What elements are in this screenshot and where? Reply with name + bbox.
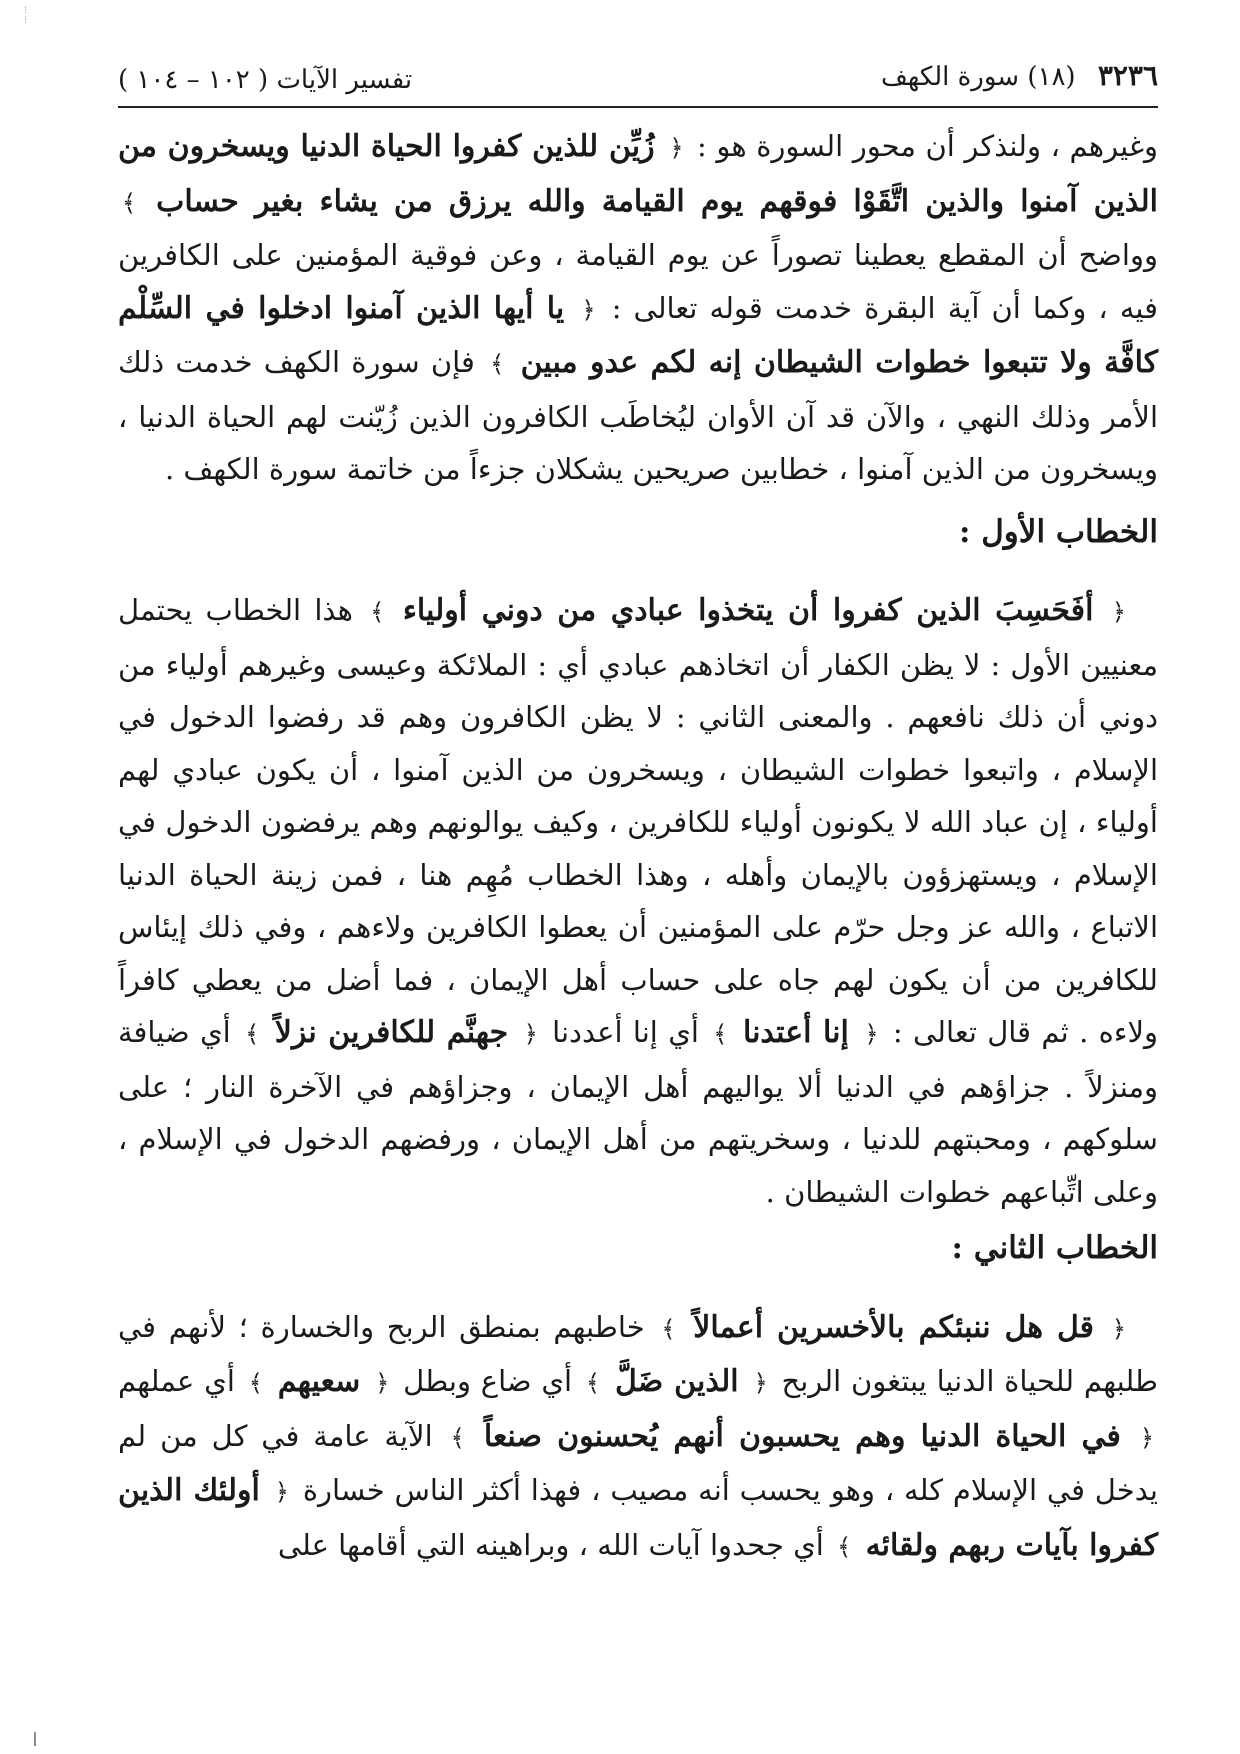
quran-text: أفَحَسِبَ الذين كفروا أن يتخذوا عبادي من دوني أولياء bbox=[402, 593, 1094, 628]
quote-close-ornament: ﴾ bbox=[245, 1020, 260, 1048]
page-body bbox=[118, 120, 1158, 1573]
text-run: أي ضاع وبطل bbox=[393, 1364, 582, 1398]
text-run: أي إنا أعددنا bbox=[541, 1015, 710, 1049]
quote-open-ornament: ﴿ bbox=[274, 1478, 289, 1506]
paragraph-second-address bbox=[118, 1301, 1158, 1574]
text-run: أي ضيافة ومنزلاً . جزاؤهم في الدنيا ألا يواليهم أهل الإيمان ، وجزاؤهم في الآخرة النار ؛ على سلوكهم ، ومحبتهم للدنيا ، وسخريتهم من أهل الإيمان ، ورفضهم الدخول في الإسلام ، وعلى اتِّباعهم خطوات الشيطان . bbox=[118, 1015, 1158, 1209]
quran-quote bbox=[657, 1310, 1130, 1345]
quran-quote bbox=[447, 1419, 1158, 1454]
quran-quote bbox=[245, 1364, 394, 1399]
text-run: فإن سورة الكهف خدمت ذلك الأمر وذلك النهي ، والآن قد آن الأوان ليُخاطَب الكافرون الذين زُيّنت لهم الحياة الدنيا ، ويسخرون من الذين آمنوا ، خطابين صريحين يشكلان جزءاً من خاتمة سورة الكهف . bbox=[118, 345, 1158, 486]
text-run: هذا الخطاب يحتمل معنيين الأول : لا يظن الكفار أن اتخاذهم عبادي أي : الملائكة وعيسى وغيرهم أولياء من دوني أن ذلك نافعهم . والمعنى الثاني : لا يظن الكافرون وهم قد رفضوا الدخول في الإسلام ، واتبعوا خطوات الشيطان ، ويسخرون من الذين آمنوا ، أن يكون عبادي لهم أولياء ، إن عباد الله لا يكونون أولياء للكافرين ، وكيف يوالونهم وهم يرفضون الدخول في الإسلام ، ويستهزؤون بالإيمان وأهله ، وهذا الخطاب مُهِم هنا ، فمن زينة الحياة الدنيا الاتباع ، والله عز وجل حرّم على المؤمنين أن يعطوا الكافرين ولاءهم ، وفي ذلك إيئاس للكافرين من أن يكون لهم جاه على حساب أهل الإيمان ، فما أضل من يعطي كافراً ولاءه . ثم قال تعالى : bbox=[118, 593, 1159, 1049]
quran-quote bbox=[366, 593, 1130, 628]
header-rule bbox=[118, 106, 1158, 108]
quote-open-ornament: ﴿ bbox=[864, 1020, 879, 1048]
quran-quote bbox=[582, 1364, 772, 1399]
quote-open-ornament: ﴿ bbox=[1111, 1314, 1126, 1343]
quote-open-ornament: ﴿ bbox=[753, 1369, 768, 1397]
book-page bbox=[118, 52, 1159, 1563]
section-heading-second-address: الخطاب الثاني : bbox=[951, 1230, 1158, 1266]
quran-text: أولئك الذين كفروا بآيات ربهم ولقائه bbox=[118, 1473, 1158, 1563]
text-run: وغيرهم ، ولنذكر أن محور السورة هو : bbox=[687, 129, 1158, 163]
quran-text: إنا أعتدنا bbox=[742, 1015, 849, 1050]
header-right bbox=[881, 56, 1158, 97]
quran-text: سعيهم bbox=[277, 1364, 361, 1399]
text-run: أي جحدوا آيات الله ، وبراهينه التي أقامها على bbox=[277, 1527, 834, 1562]
quote-open-ornament: ﴿ bbox=[375, 1369, 390, 1397]
text-run: أي عملهم bbox=[118, 1364, 245, 1398]
margin-scan-mark bbox=[34, 1732, 36, 1746]
quote-close-ornament: ﴾ bbox=[490, 350, 505, 378]
quran-text: جهنَّم للكافرين نزلاً bbox=[274, 1015, 509, 1050]
quran-text: قل هل ننبئكم بالأخسرين أعمالاً bbox=[693, 1309, 1095, 1345]
quote-close-ornament: ﴾ bbox=[370, 598, 385, 626]
corner-scan-mark: ⁝ ⁝ bbox=[24, 5, 28, 26]
page-number: ٣٢٣٦ bbox=[1097, 59, 1158, 92]
quran-text: الذين ضَلَّ bbox=[614, 1364, 739, 1399]
quote-close-ornament: ﴾ bbox=[661, 1314, 676, 1343]
quote-close-ornament: ﴾ bbox=[450, 1423, 465, 1452]
paragraph-intro bbox=[118, 120, 1158, 496]
quote-close-ornament: ﴾ bbox=[837, 1532, 852, 1561]
quote-close-ornament: ﴾ bbox=[248, 1369, 263, 1397]
running-header bbox=[118, 52, 1158, 98]
quote-open-ornament: ﴿ bbox=[1111, 598, 1126, 626]
quran-text: زُيِّن للذين كفروا الحياة الدنيا ويسخرون من الذين آمنوا والذين اتَّقَوْا فوقهم يوم القيامة والله يرزق من يشاء بغير حساب bbox=[118, 129, 1158, 219]
quote-open-ornament: ﴿ bbox=[669, 134, 684, 162]
text-run: خاطبهم بمنطق الربح والخسارة ؛ لأنهم في طلبهم للحياة الدنيا يبتغون الربح bbox=[118, 1309, 1158, 1398]
section-heading-first-address: الخطاب الأول : bbox=[959, 513, 1158, 550]
quote-close-ornament: ﴾ bbox=[585, 1369, 600, 1397]
paragraph-first-address bbox=[118, 584, 1158, 1218]
quote-close-ornament: ﴾ bbox=[713, 1020, 728, 1048]
text-run: الآية عامة في كل من لم يدخل في الإسلام كله ، وهو يحسب أنه مصيب ، فهذا أكثر الناس خسارة bbox=[118, 1418, 1158, 1507]
quran-quote bbox=[709, 1015, 882, 1050]
surah-title: (١٨) سورة الكهف bbox=[881, 62, 1076, 92]
quote-close-ornament: ﴾ bbox=[122, 188, 137, 217]
quran-text: يا أيها الذين آمنوا ادخلوا في السِّلْم كافَّة ولا تتبعوا خطوات الشيطان إنه لكم عدو مبين bbox=[118, 290, 1158, 380]
quran-text: في الحياة الدنيا وهم يحسبون أنهم يُحسنون صنعاً bbox=[483, 1418, 1121, 1454]
quote-open-ornament: ﴿ bbox=[523, 1020, 538, 1048]
section-title: تفسير الآيات ( ١٠٢ – ١٠٤ ) bbox=[118, 65, 413, 95]
quran-quote bbox=[241, 1015, 542, 1050]
text-run: وواضح أن المقطع يعطينا تصوراً عن يوم القيامة ، وعن فوقية المؤمنين على الكافرين فيه ، وكما أن آية البقرة خدمت قوله تعالى : bbox=[118, 238, 1159, 325]
quote-open-ornament: ﴿ bbox=[581, 295, 596, 324]
quote-open-ornament: ﴿ bbox=[1139, 1423, 1155, 1452]
